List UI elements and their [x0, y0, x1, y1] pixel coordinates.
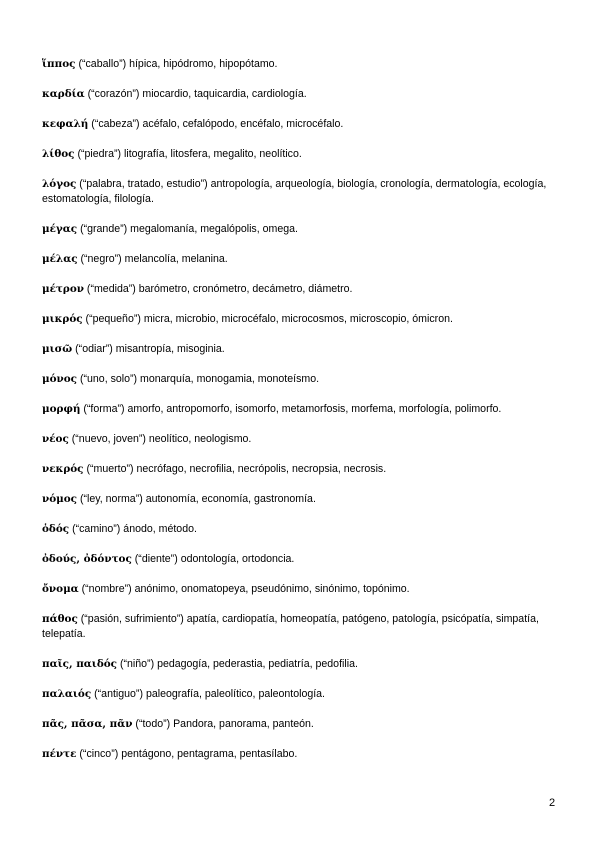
term-gloss: (“diente”): [134, 553, 178, 565]
greek-term: ἵππος: [42, 58, 76, 70]
entry: [42, 147, 562, 162]
derived-words: miocardio, taquicardia, cardiología.: [142, 88, 307, 100]
term-gloss: (“caballo”): [78, 58, 127, 70]
term-gloss: (“cabeza”): [91, 118, 140, 130]
derived-words: anónimo, onomatopeya, pseudónimo, sinónimo, topónimo.: [134, 583, 410, 595]
derived-words: micra, microbio, microcéfalo, microcosmos, microscopio, ómicron.: [143, 313, 453, 325]
greek-term: νέος: [42, 433, 69, 445]
greek-term: μορφή: [42, 403, 81, 415]
greek-term: μέτρον: [42, 283, 84, 295]
entry: [42, 372, 562, 387]
entry: [42, 687, 562, 702]
greek-term: μισῶ: [42, 343, 73, 355]
derived-words: barómetro, cronómetro, decámetro, diámetro.: [138, 283, 353, 295]
greek-term: ὀδούς, ὀδόντος: [42, 553, 132, 565]
entry: [42, 717, 562, 732]
greek-term: πέντε: [42, 748, 77, 760]
greek-term: λίθος: [42, 148, 75, 160]
term-gloss: (“medida”): [86, 283, 136, 295]
derived-words: amorfo, antropomorfo, isomorfo, metamorfosis, morfema, morfología, polimorfo.: [127, 403, 502, 415]
derived-words: autonomía, economía, gastronomía.: [145, 493, 316, 505]
derived-words: melancolía, melanina.: [124, 253, 228, 265]
derived-words: monarquía, monogamia, monoteísmo.: [140, 373, 320, 385]
entry: [42, 87, 562, 102]
greek-term: παλαιός: [42, 688, 92, 700]
derived-words: necrófago, necrofilia, necrópolis, necropsia, necrosis.: [136, 463, 387, 475]
term-gloss: (“negro”): [80, 253, 122, 265]
greek-term: νόμος: [42, 493, 78, 505]
entry: [42, 312, 562, 327]
greek-term: νεκρός: [42, 463, 84, 475]
derived-words: misantropía, misoginia.: [115, 343, 225, 355]
greek-term: μέγας: [42, 223, 78, 235]
derived-words: paleografía, paleolítico, paleontología.: [145, 688, 326, 700]
entry: [42, 612, 562, 642]
greek-term: παῖς, παιδός: [42, 658, 118, 670]
entry: [42, 177, 562, 207]
term-gloss: (“camino”): [72, 523, 121, 535]
entry: [42, 432, 562, 447]
term-gloss: (“forma”): [83, 403, 125, 415]
term-gloss: (“odiar”): [75, 343, 113, 355]
term-gloss: (“nombre”): [81, 583, 132, 595]
term-gloss: (“ley, norma”): [79, 493, 143, 505]
term-gloss: (“cinco”): [79, 748, 119, 760]
derived-words: pentágono, pentagrama, pentasílabo.: [121, 748, 298, 760]
greek-term: μικρός: [42, 313, 83, 325]
derived-words: pedagogía, pederastia, pediatría, pedofilia.: [157, 658, 358, 670]
entry: [42, 222, 562, 237]
page-number: 2: [549, 797, 556, 809]
term-gloss: (“muerto”): [86, 463, 134, 475]
entry: [42, 522, 562, 537]
greek-term: ὁδός: [42, 523, 70, 535]
derived-words: acéfalo, cefalópodo, encéfalo, microcéfalo.: [142, 118, 344, 130]
entry: [42, 252, 562, 267]
term-gloss: (“niño”): [119, 658, 155, 670]
derived-words: hípica, hipódromo, hipopótamo.: [129, 58, 278, 70]
term-gloss: (“grande”): [80, 223, 128, 235]
entry: [42, 117, 562, 132]
derived-words: ánodo, método.: [123, 523, 197, 535]
derived-words: odontología, ortodoncia.: [180, 553, 295, 565]
term-gloss: (“todo”): [135, 718, 171, 730]
derived-words: litografía, litosfera, megalito, neolítico.: [123, 148, 302, 160]
derived-words: apatía, cardiopatía, homeopatía, patógeno, patología, psicópatía, simpatía, telepatía.: [42, 613, 539, 640]
derived-words: antropología, arqueología, biología, cronología, dermatología, ecología, estomatología, filología.: [42, 178, 547, 205]
derived-words: megalomanía, megalópolis, omega.: [130, 223, 298, 235]
entry: [42, 492, 562, 507]
derived-words: Pandora, panorama, panteón.: [173, 718, 314, 730]
greek-term: μόνος: [42, 373, 78, 385]
greek-term: μέλας: [42, 253, 78, 265]
entry: [42, 552, 562, 567]
entry: [42, 582, 562, 597]
greek-term: καρδία: [42, 88, 85, 100]
entry: [42, 462, 562, 477]
term-gloss: (“piedra”): [77, 148, 122, 160]
entry: [42, 342, 562, 357]
greek-term: πάθος: [42, 613, 78, 625]
entry: [42, 657, 562, 672]
term-gloss: (“nuevo, joven”): [71, 433, 146, 445]
greek-term: κεφαλή: [42, 118, 89, 130]
greek-term: πᾶς, πᾶσα, πᾶν: [42, 718, 133, 730]
greek-term: ὄνομα: [42, 583, 79, 595]
term-gloss: (“palabra, tratado, estudio”): [79, 178, 208, 190]
greek-term: λόγος: [42, 178, 77, 190]
entry: [42, 57, 562, 72]
entry: [42, 282, 562, 297]
term-gloss: (“antiguo”): [94, 688, 143, 700]
term-gloss: (“pequeño”): [85, 313, 141, 325]
derived-words: neolítico, neologismo.: [148, 433, 252, 445]
term-gloss: (“corazón”): [87, 88, 140, 100]
entry: [42, 402, 562, 417]
entry: [42, 747, 562, 762]
term-gloss: (“uno, solo”): [79, 373, 138, 385]
term-gloss: (“pasión, sufrimiento”): [80, 613, 184, 625]
